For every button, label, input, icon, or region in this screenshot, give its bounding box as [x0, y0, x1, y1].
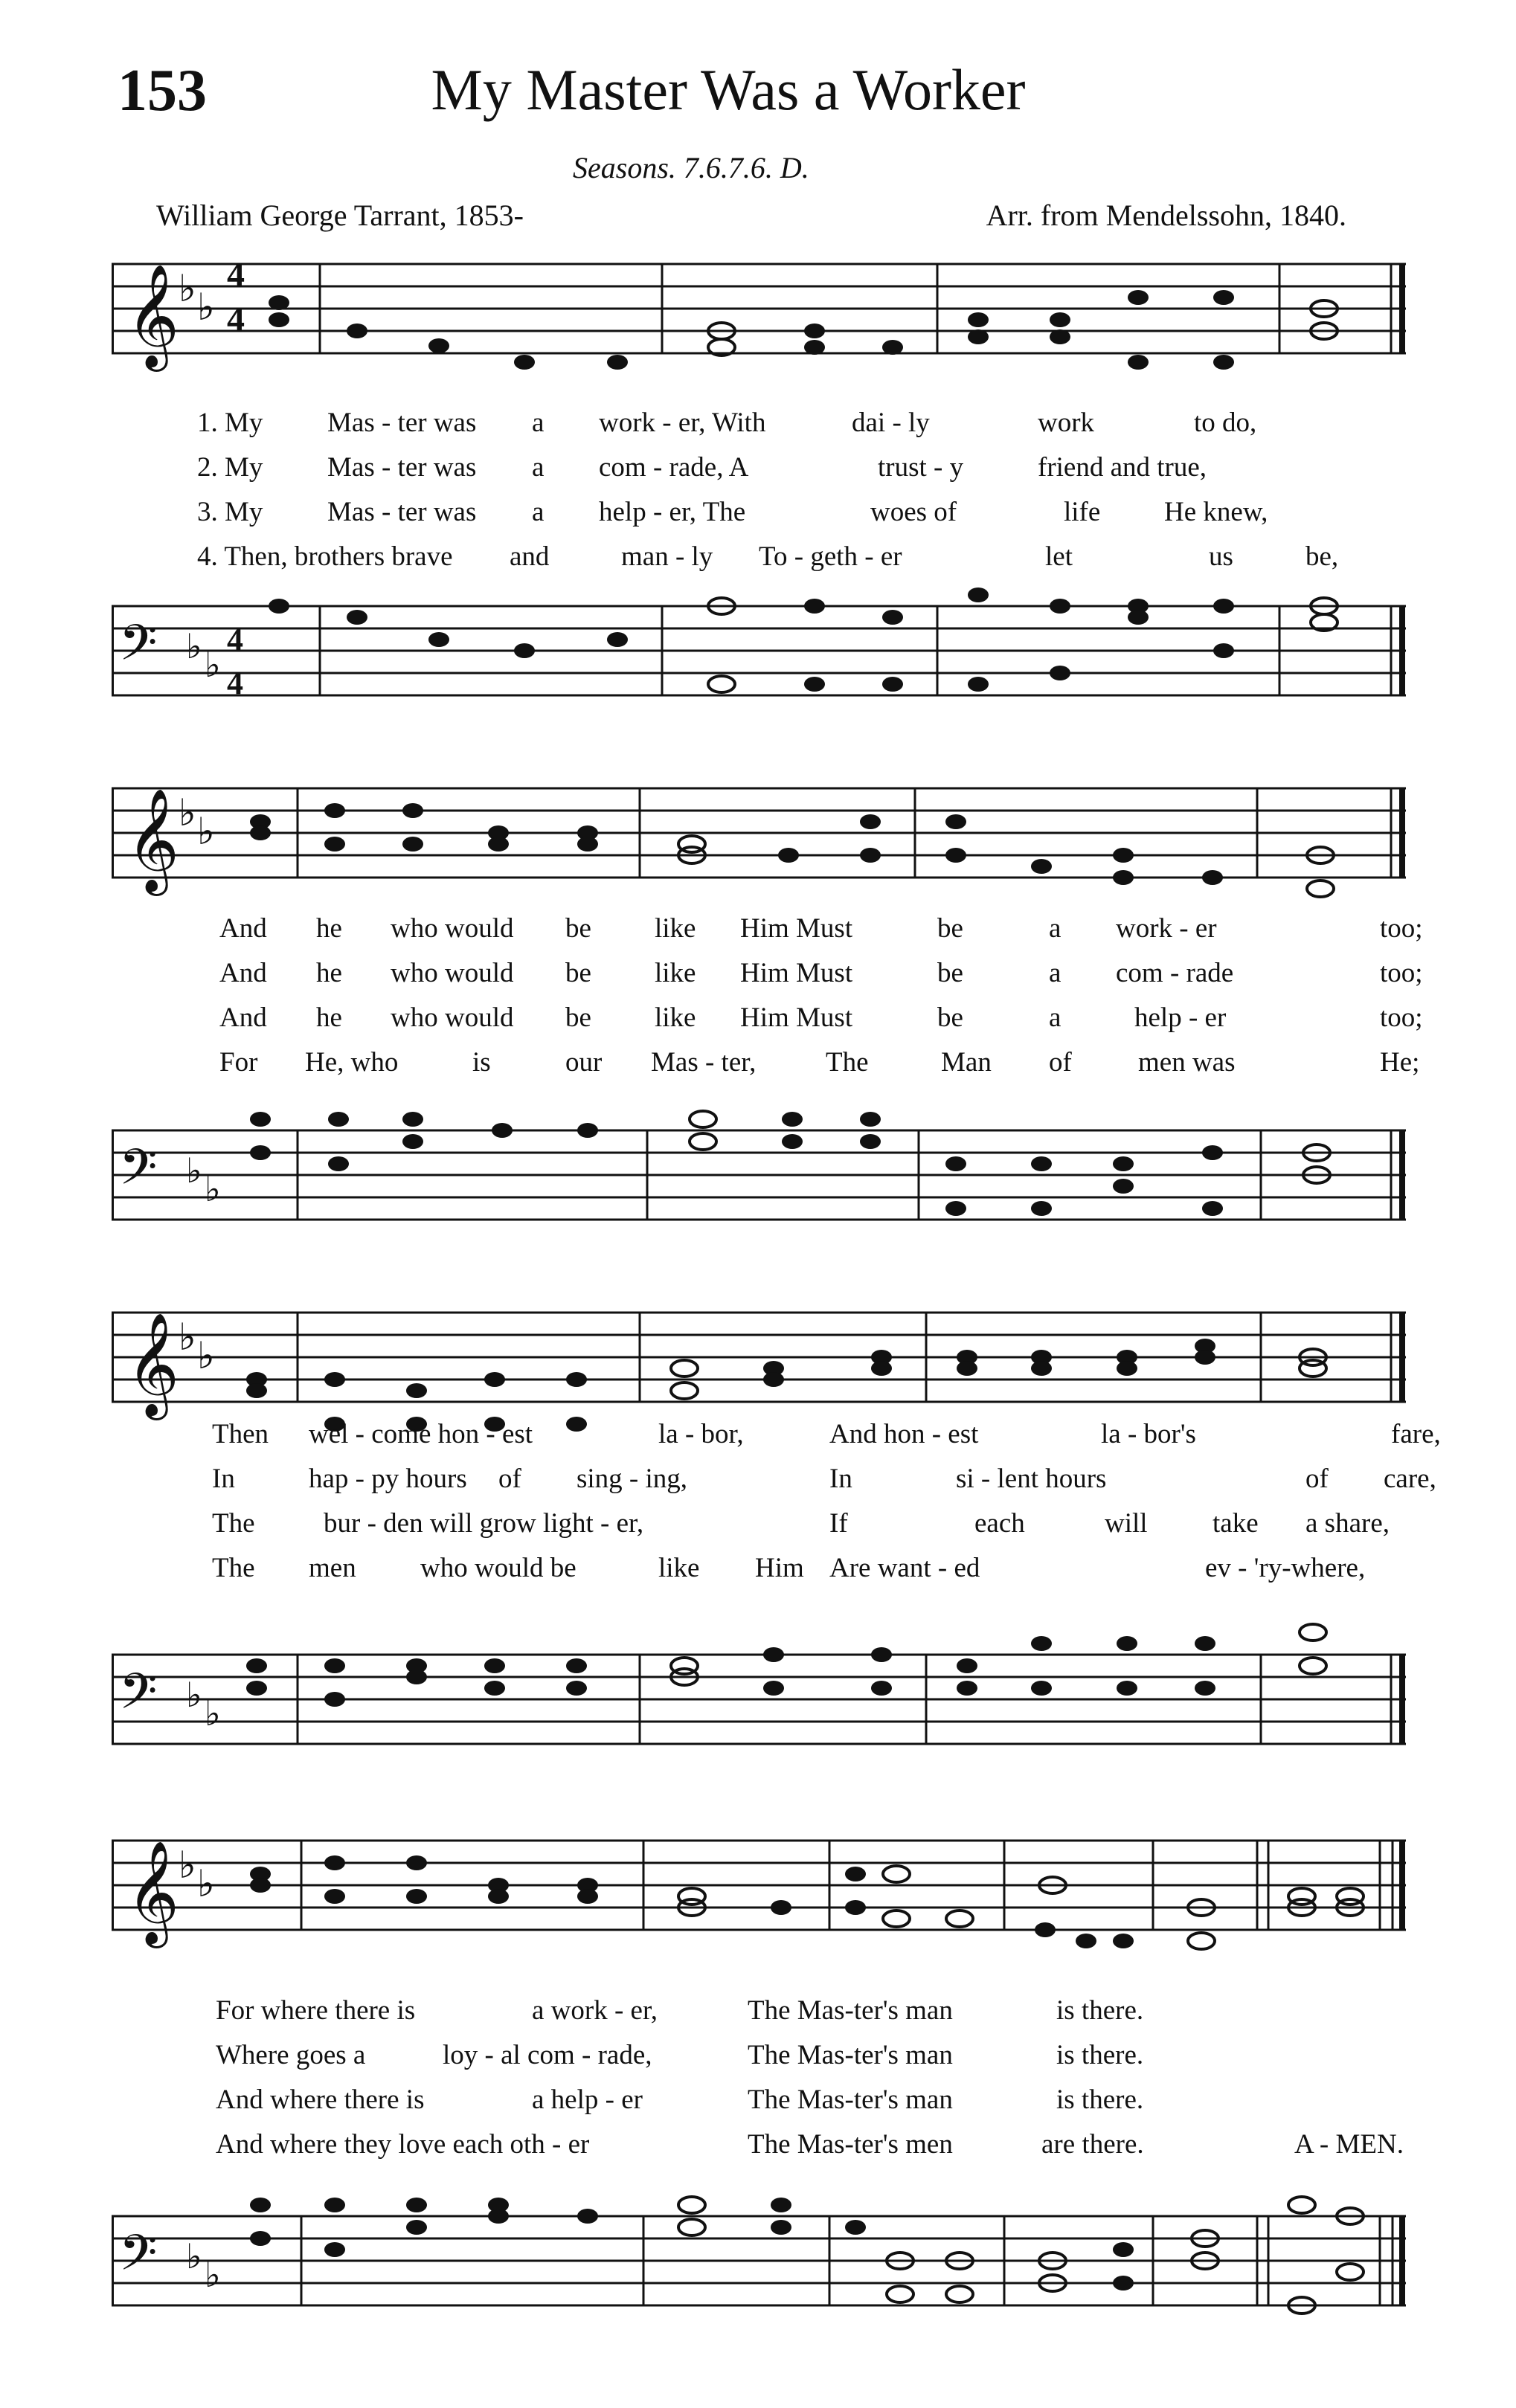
- lyric-syllable: is there.: [1056, 2085, 1144, 2115]
- lyric-syllable: a help - er: [532, 2085, 643, 2115]
- lyric-syllable: Him Must: [740, 913, 853, 944]
- lyric-syllable: Him Must: [740, 1002, 853, 1033]
- lyric-syllable: fare,: [1391, 1419, 1441, 1449]
- lyric-syllable: For: [219, 1047, 258, 1078]
- lyric-syllable: be,: [1305, 541, 1339, 572]
- lyric-syllable: For where there is: [216, 1995, 416, 2026]
- lyric-syllable: He, who: [305, 1047, 399, 1078]
- lyric-syllable: com - rade, A: [599, 452, 749, 483]
- lyric-syllable: 4. Then, brothers brave: [197, 541, 453, 572]
- lyric-syllable: is there.: [1056, 2040, 1144, 2070]
- lyric-syllable: He;: [1380, 1047, 1420, 1078]
- svg-text:4: 4: [227, 257, 245, 294]
- lyric-syllable: dai - ly: [852, 408, 930, 438]
- svg-text:4: 4: [227, 622, 243, 658]
- lyric-syllable: friend and true,: [1038, 452, 1207, 483]
- lyric-syllable: The Mas-ter's man: [748, 1995, 953, 2026]
- lyric-syllable: And: [219, 913, 267, 944]
- lyric-syllable: The: [212, 1553, 255, 1583]
- lyric-syllable: a: [532, 408, 545, 438]
- svg-text:𝄢: 𝄢: [119, 2224, 158, 2293]
- hymn-title: [0, 57, 1516, 123]
- lyric-syllable: If: [829, 1508, 848, 1539]
- lyric-syllable: men was: [1138, 1047, 1236, 1078]
- lyric-syllable: like: [655, 913, 696, 944]
- lyric-syllable: is: [472, 1047, 491, 1078]
- lyric-syllable: la - bor's: [1101, 1419, 1196, 1449]
- svg-text:♭: ♭: [186, 1675, 202, 1715]
- svg-text:𝄞: 𝄞: [126, 788, 179, 892]
- lyric-syllable: Then: [212, 1419, 269, 1449]
- bass-staff: [112, 2172, 1406, 2320]
- lyric-syllable: The Mas-ter's men: [748, 2129, 953, 2160]
- lyric-syllable: be: [937, 958, 963, 988]
- lyric-syllable: The: [212, 1508, 255, 1539]
- lyric-syllable: who would: [391, 958, 514, 988]
- svg-text:4: 4: [227, 300, 245, 339]
- treble-staff: [112, 1290, 1406, 1439]
- lyric-syllable: who would: [391, 1002, 514, 1033]
- svg-text:♭: ♭: [179, 267, 196, 310]
- lyric-syllable: To - geth - er: [759, 541, 902, 572]
- svg-text:𝄢: 𝄢: [119, 1139, 158, 1208]
- lyric-syllable: The Mas-ter's man: [748, 2040, 953, 2070]
- lyric-syllable: Are want - ed: [829, 1553, 980, 1583]
- music-credit: Arr. from Mendelssohn, 1840.: [986, 199, 1346, 232]
- lyric-syllable: be: [937, 1002, 963, 1033]
- lyric-syllable: to do,: [1194, 408, 1257, 438]
- lyric-syllable: A - MEN.: [1294, 2129, 1404, 2160]
- lyric-syllable: a: [532, 497, 545, 527]
- lyric-syllable: and: [510, 541, 550, 572]
- bass-staff: [112, 1588, 1406, 1759]
- svg-text:𝄢: 𝄢: [119, 1663, 158, 1732]
- lyric-syllable: be: [565, 913, 591, 944]
- lyric-syllable: si - lent hours: [956, 1464, 1107, 1494]
- svg-text:4: 4: [227, 665, 243, 701]
- hymn-title-text: My Master Was a Worker: [431, 57, 1026, 122]
- svg-text:♭: ♭: [186, 626, 202, 666]
- music-system-4: [112, 1818, 1406, 2339]
- svg-text:♭: ♭: [179, 1844, 196, 1887]
- hymn-number: 153: [118, 58, 207, 123]
- bass-staff: [112, 576, 1406, 703]
- lyric-syllable: he: [316, 1002, 342, 1033]
- lyric-syllable: of: [498, 1464, 521, 1494]
- lyric-syllable: is there.: [1056, 1995, 1144, 2026]
- svg-text:♭: ♭: [197, 286, 215, 329]
- lyric-syllable: care,: [1384, 1464, 1436, 1494]
- svg-text:♭: ♭: [186, 1150, 202, 1191]
- lyric-syllable: too;: [1380, 913, 1423, 944]
- lyric-syllable: us: [1209, 541, 1233, 572]
- lyric-syllable: woes of: [870, 497, 957, 527]
- lyric-syllable: loy - al com - rade,: [443, 2040, 652, 2070]
- lyric-syllable: Mas - ter,: [651, 1047, 757, 1078]
- lyric-syllable: let: [1045, 541, 1073, 572]
- lyric-syllable: who would be: [420, 1553, 576, 1583]
- lyric-syllable: each: [974, 1508, 1025, 1539]
- lyric-syllable: la - bor,: [658, 1419, 744, 1449]
- lyric-syllable: a: [1049, 913, 1061, 944]
- svg-text:𝄞: 𝄞: [126, 264, 179, 367]
- svg-text:𝄞: 𝄞: [126, 1313, 179, 1416]
- lyric-syllable: Mas - ter was: [327, 497, 477, 527]
- lyric-syllable: he: [316, 958, 342, 988]
- lyric-syllable: And: [219, 1002, 267, 1033]
- lyric-syllable: like: [655, 958, 696, 988]
- lyric-syllable: our: [565, 1047, 603, 1078]
- svg-text:♭: ♭: [197, 1334, 215, 1377]
- lyric-syllable: be: [565, 958, 591, 988]
- lyric-syllable: Man: [941, 1047, 992, 1078]
- lyric-syllable: wel - come hon - est: [309, 1419, 533, 1449]
- tune-meter: Seasons. 7.6.7.6. D.: [573, 151, 809, 184]
- lyric-syllable: take: [1213, 1508, 1259, 1539]
- lyric-syllable: men: [309, 1553, 356, 1583]
- lyric-syllable: Him: [755, 1553, 804, 1583]
- lyric-syllable: he: [316, 913, 342, 944]
- treble-staff: [112, 1818, 1406, 1974]
- lyric-syllable: who would: [391, 913, 514, 944]
- lyric-syllable: work - er, With: [599, 408, 766, 438]
- svg-text:♭: ♭: [197, 1862, 215, 1905]
- svg-text:𝄢: 𝄢: [119, 614, 158, 683]
- svg-text:♭: ♭: [205, 1693, 221, 1733]
- lyric-syllable: are there.: [1041, 2129, 1144, 2160]
- lyric-syllable: Mas - ter was: [327, 452, 477, 483]
- bass-staff: [112, 1086, 1406, 1234]
- lyric-syllable: work - er: [1116, 913, 1217, 944]
- lyric-syllable: And where there is: [216, 2085, 425, 2115]
- lyric-syllable: be: [565, 1002, 591, 1033]
- lyric-syllable: Mas - ter was: [327, 408, 477, 438]
- treble-staff: [112, 257, 1406, 390]
- lyric-syllable: 2. My: [197, 452, 263, 483]
- lyric-syllable: be: [937, 913, 963, 944]
- lyric-syllable: trust - y: [878, 452, 964, 483]
- lyric-syllable: In: [829, 1464, 852, 1494]
- lyric-syllable: 3. My: [197, 497, 263, 527]
- lyric-syllable: help - er, The: [599, 497, 746, 527]
- svg-text:𝄞: 𝄞: [126, 1841, 179, 1944]
- lyric-syllable: like: [655, 1002, 696, 1033]
- lyric-syllable: a work - er,: [532, 1995, 658, 2026]
- lyric-syllable: com - rade: [1116, 958, 1234, 988]
- svg-text:♭: ♭: [205, 645, 221, 685]
- lyric-syllable: And: [219, 958, 267, 988]
- lyric-syllable: He knew,: [1164, 497, 1268, 527]
- lyric-syllable: In: [212, 1464, 235, 1494]
- music-system-2: [112, 766, 1423, 1242]
- lyric-syllable: And hon - est: [829, 1419, 979, 1449]
- lyric-syllable: of: [1305, 1464, 1329, 1494]
- lyric-syllable: too;: [1380, 958, 1423, 988]
- lyric-syllable: of: [1049, 1047, 1072, 1078]
- treble-staff: [112, 766, 1406, 915]
- svg-text:♭: ♭: [179, 791, 196, 834]
- lyric-syllable: life: [1064, 497, 1101, 527]
- lyric-syllable: a share,: [1305, 1508, 1390, 1539]
- svg-text:♭: ♭: [179, 1316, 196, 1359]
- lyric-syllable: sing - ing,: [576, 1464, 688, 1494]
- lyric-syllable: like: [658, 1553, 700, 1583]
- lyric-syllable: a: [1049, 1002, 1061, 1033]
- lyric-syllable: a: [532, 452, 545, 483]
- svg-text:♭: ♭: [205, 1169, 221, 1209]
- lyric-syllable: too;: [1380, 1002, 1423, 1033]
- svg-text:♭: ♭: [186, 2236, 202, 2276]
- svg-text:♭: ♭: [205, 2255, 221, 2295]
- lyric-syllable: And where they love each oth - er: [216, 2129, 590, 2160]
- lyric-syllable: Where goes a: [216, 2040, 366, 2070]
- lyric-syllable: hap - py hours: [309, 1464, 467, 1494]
- lyric-syllable: a: [1049, 958, 1061, 988]
- words-credit: William George Tarrant, 1853-: [156, 199, 524, 232]
- lyric-syllable: The Mas-ter's man: [748, 2085, 953, 2115]
- svg-text:♭: ♭: [197, 810, 215, 853]
- lyric-syllable: The: [826, 1047, 869, 1078]
- lyric-syllable: help - er: [1134, 1002, 1227, 1033]
- music-system-1: [112, 257, 1406, 703]
- lyric-syllable: ev - 'ry-where,: [1205, 1553, 1366, 1583]
- lyric-syllable: 1. My: [197, 408, 263, 438]
- lyric-syllable: Him Must: [740, 958, 853, 988]
- lyric-syllable: work: [1038, 408, 1095, 438]
- lyric-syllable: bur - den will grow light - er,: [324, 1508, 644, 1539]
- lyric-syllable: will: [1105, 1508, 1148, 1539]
- lyric-syllable: man - ly: [621, 541, 713, 572]
- music-system-3: [112, 1290, 1441, 1781]
